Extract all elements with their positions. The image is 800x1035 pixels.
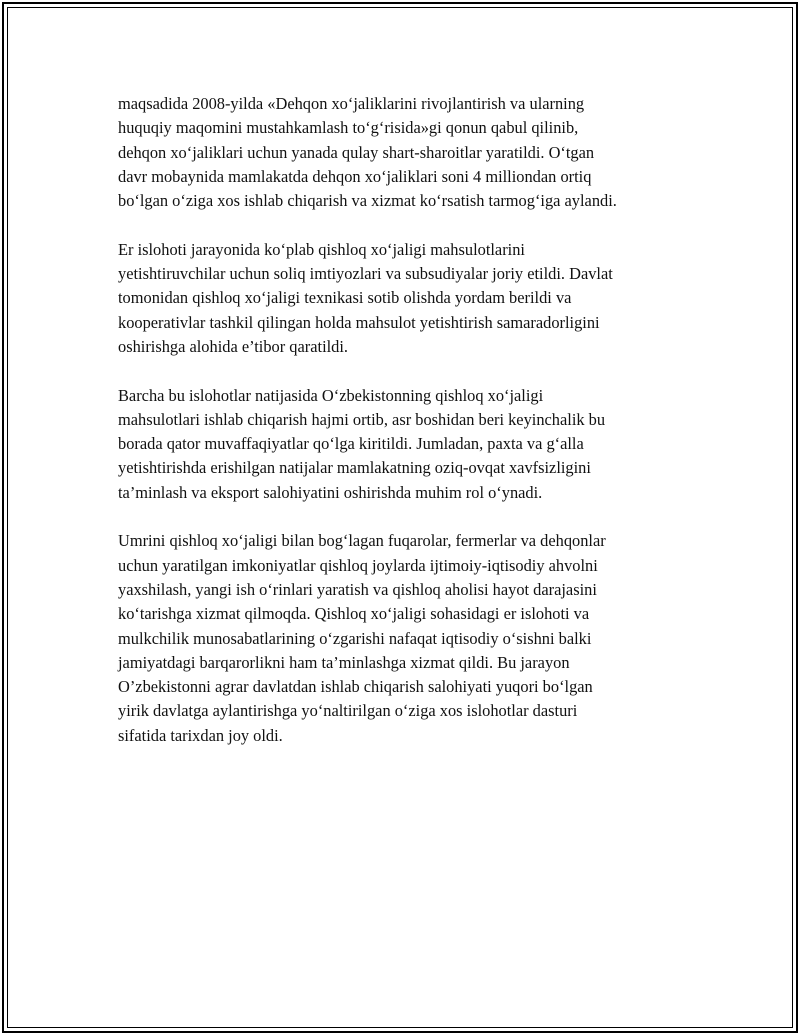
text-line: ko‘tarishga xizmat qilmoqda. Qishloq xo‘jaligi sohasidagi er islohoti va [118, 604, 590, 624]
text-line: oshirishga alohida e’tibor qaratildi. [118, 336, 349, 356]
text-line: mahsulotlari ishlab chiqarish hajmi ortib, asr boshidan beri keyinchalik bu [118, 409, 606, 429]
text-line: yirik davlatga aylantirishga yo‘naltirilgan o‘ziga xos islohotlar dasturi [118, 701, 578, 721]
text-line: jamiyatdagi barqarorlikni ham ta’minlashga xizmat qildi. Bu jarayon [118, 652, 570, 672]
text-line: huquqiy maqomini mustahkamlash to‘g‘risida»gi qonun qabul qilinib, [118, 118, 579, 138]
paragraph-3 [118, 384, 684, 505]
text-line: mulkchilik munosabatlarining o‘zgarishi nafaqat iqtisodiy o‘sishni balki [118, 628, 592, 648]
text-line: borada qator muvaffaqiyatlar qo‘lga kiritildi. Jumladan, paxta va g‘alla [118, 434, 584, 454]
text-line: yetishtiruvchilar uchun soliq imtiyozlari va subsudiyalar joriy etildi. Davlat [118, 264, 613, 284]
text-line: yetishtirishda erishilgan natijalar mamlakatning oziq-ovqat xavfsizligini [118, 458, 591, 478]
paragraph-2 [118, 238, 684, 359]
text-line: tomonidan qishloq xo‘jaligi texnikasi sotib olishda yordam berildi va [118, 288, 572, 308]
text-line: bo‘lgan o‘ziga xos ishlab chiqarish va xizmat ko‘rsatish tarmog‘iga aylandi. [118, 191, 617, 211]
paragraph-4 [118, 529, 684, 748]
text-line: maqsadida 2008-yilda «Dehqon xo‘jaliklarini rivojlantirish va ularning [118, 94, 585, 113]
text-line: yaxshilash, yangi ish o‘rinlari yaratish va qishloq aholisi hayot darajasini [118, 579, 597, 599]
text-line: dehqon xo‘jaliklari uchun yanada qulay shart-sharoitlar yaratildi. O‘tgan [118, 142, 595, 162]
text-line: uchun yaratilgan imkoniyatlar qishloq joylarda ijtimoiy-iqtisodiy ahvolni [118, 555, 598, 575]
text-line: Umrini qishloq xo‘jaligi bilan bog‘lagan fuqarolar, fermerlar va dehqonlar [118, 531, 606, 551]
text-line: Er islohoti jarayonida ko‘plab qishloq xo‘jaligi mahsulotlarini [118, 239, 525, 259]
document-body [118, 92, 684, 772]
text-line: sifatida tarixdan joy oldi. [118, 725, 283, 745]
text-line: O’zbekistonni agrar davlatdan ishlab chiqarish salohiyati yuqori bo‘lgan [118, 677, 593, 697]
text-line: kooperativlar tashkil qilingan holda mahsulot yetishtirish samaradorligini [118, 312, 600, 332]
text-line: davr mobaynida mamlakatda dehqon xo‘jaliklari soni 4 milliondan ortiq [118, 166, 592, 186]
paragraph-1 [118, 92, 684, 213]
text-line: Barcha bu islohotlar natijasida O‘zbekistonning qishloq xo‘jaligi [118, 385, 544, 405]
text-line: ta’minlash va eksport salohiyatini oshirishda muhim rol o‘ynadi. [118, 482, 543, 502]
